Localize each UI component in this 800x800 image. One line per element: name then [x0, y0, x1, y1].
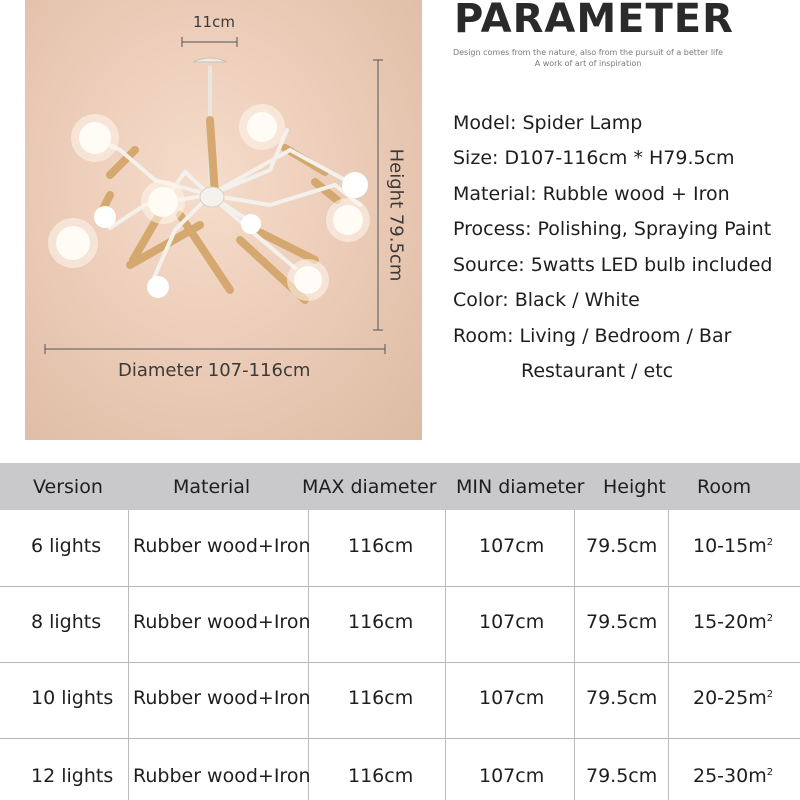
header-min-diameter: MIN diameter [456, 476, 585, 498]
unit-superscript: 2 [766, 537, 774, 548]
column-divider [128, 510, 129, 800]
cell-material: Rubber wood+Iron [133, 535, 311, 557]
cell-material: Rubber wood+Iron [133, 611, 311, 633]
cell-height: 79.5cm [586, 611, 658, 633]
height-label: Height 79.5cm [385, 148, 407, 282]
spec-source: Source: 5watts LED bulb included [453, 254, 773, 276]
cell-height: 79.5cm [586, 765, 658, 787]
room-value: 15-20m [693, 611, 767, 633]
subtitle-line-2: A work of art of inspiration [534, 59, 642, 68]
parameter-title: PARAMETER [454, 0, 734, 42]
spec-material: Material: Rubble wood + Iron [453, 183, 730, 205]
parameter-subtitle [438, 47, 738, 69]
cell-max-diameter: 116cm [348, 765, 414, 787]
spec-size: Size: D107-116cm * H79.5cm [453, 147, 735, 169]
row-divider [0, 738, 800, 739]
room-value: 25-30m [693, 765, 767, 787]
cell-version: 6 lights [31, 535, 102, 557]
room-value: 20-25m [693, 687, 767, 709]
row-divider [0, 662, 800, 663]
column-divider [445, 510, 446, 800]
cell-min-diameter: 107cm [479, 765, 545, 787]
spec-room: Room: Living / Bedroom / Bar [453, 325, 732, 347]
cell-version: 8 lights [31, 611, 102, 633]
unit-superscript: 2 [766, 767, 774, 778]
cell-max-diameter: 116cm [348, 535, 414, 557]
cell-material: Rubber wood+Iron [133, 687, 311, 709]
product-photo [25, 0, 422, 440]
cell-room [693, 765, 773, 787]
cell-min-diameter: 107cm [479, 535, 545, 557]
cell-room [693, 535, 773, 557]
top-diameter-label: 11cm [193, 13, 235, 31]
cell-version: 10 lights [31, 687, 114, 709]
header-version: Version [33, 476, 103, 498]
diameter-label: Diameter 107-116cm [118, 360, 311, 381]
cell-height: 79.5cm [586, 687, 658, 709]
cell-room [693, 687, 773, 709]
cell-max-diameter: 116cm [348, 687, 414, 709]
cell-material: Rubber wood+Iron [133, 765, 311, 787]
column-divider [574, 510, 575, 800]
table-header [0, 463, 800, 510]
room-value: 10-15m [693, 535, 767, 557]
header-room: Room [697, 476, 752, 498]
column-divider [668, 510, 669, 800]
cell-min-diameter: 107cm [479, 611, 545, 633]
header-material: Material [173, 476, 251, 498]
header-max-diameter: MAX diameter [302, 476, 437, 498]
spec-process: Process: Polishing, Spraying Paint [453, 218, 772, 240]
cell-version: 12 lights [31, 765, 114, 787]
spec-room-continued: Restaurant / etc [521, 360, 674, 382]
subtitle-line-1: Design comes from the nature, also from the pursuit of a better life [452, 48, 724, 57]
unit-superscript: 2 [766, 613, 774, 624]
cell-height: 79.5cm [586, 535, 658, 557]
header-height: Height [603, 476, 666, 498]
row-divider [0, 586, 800, 587]
cell-max-diameter: 116cm [348, 611, 414, 633]
spec-model: Model: Spider Lamp [453, 112, 643, 134]
unit-superscript: 2 [766, 689, 774, 700]
cell-room [693, 611, 773, 633]
cell-min-diameter: 107cm [479, 687, 545, 709]
spec-color: Color: Black / White [453, 289, 640, 311]
